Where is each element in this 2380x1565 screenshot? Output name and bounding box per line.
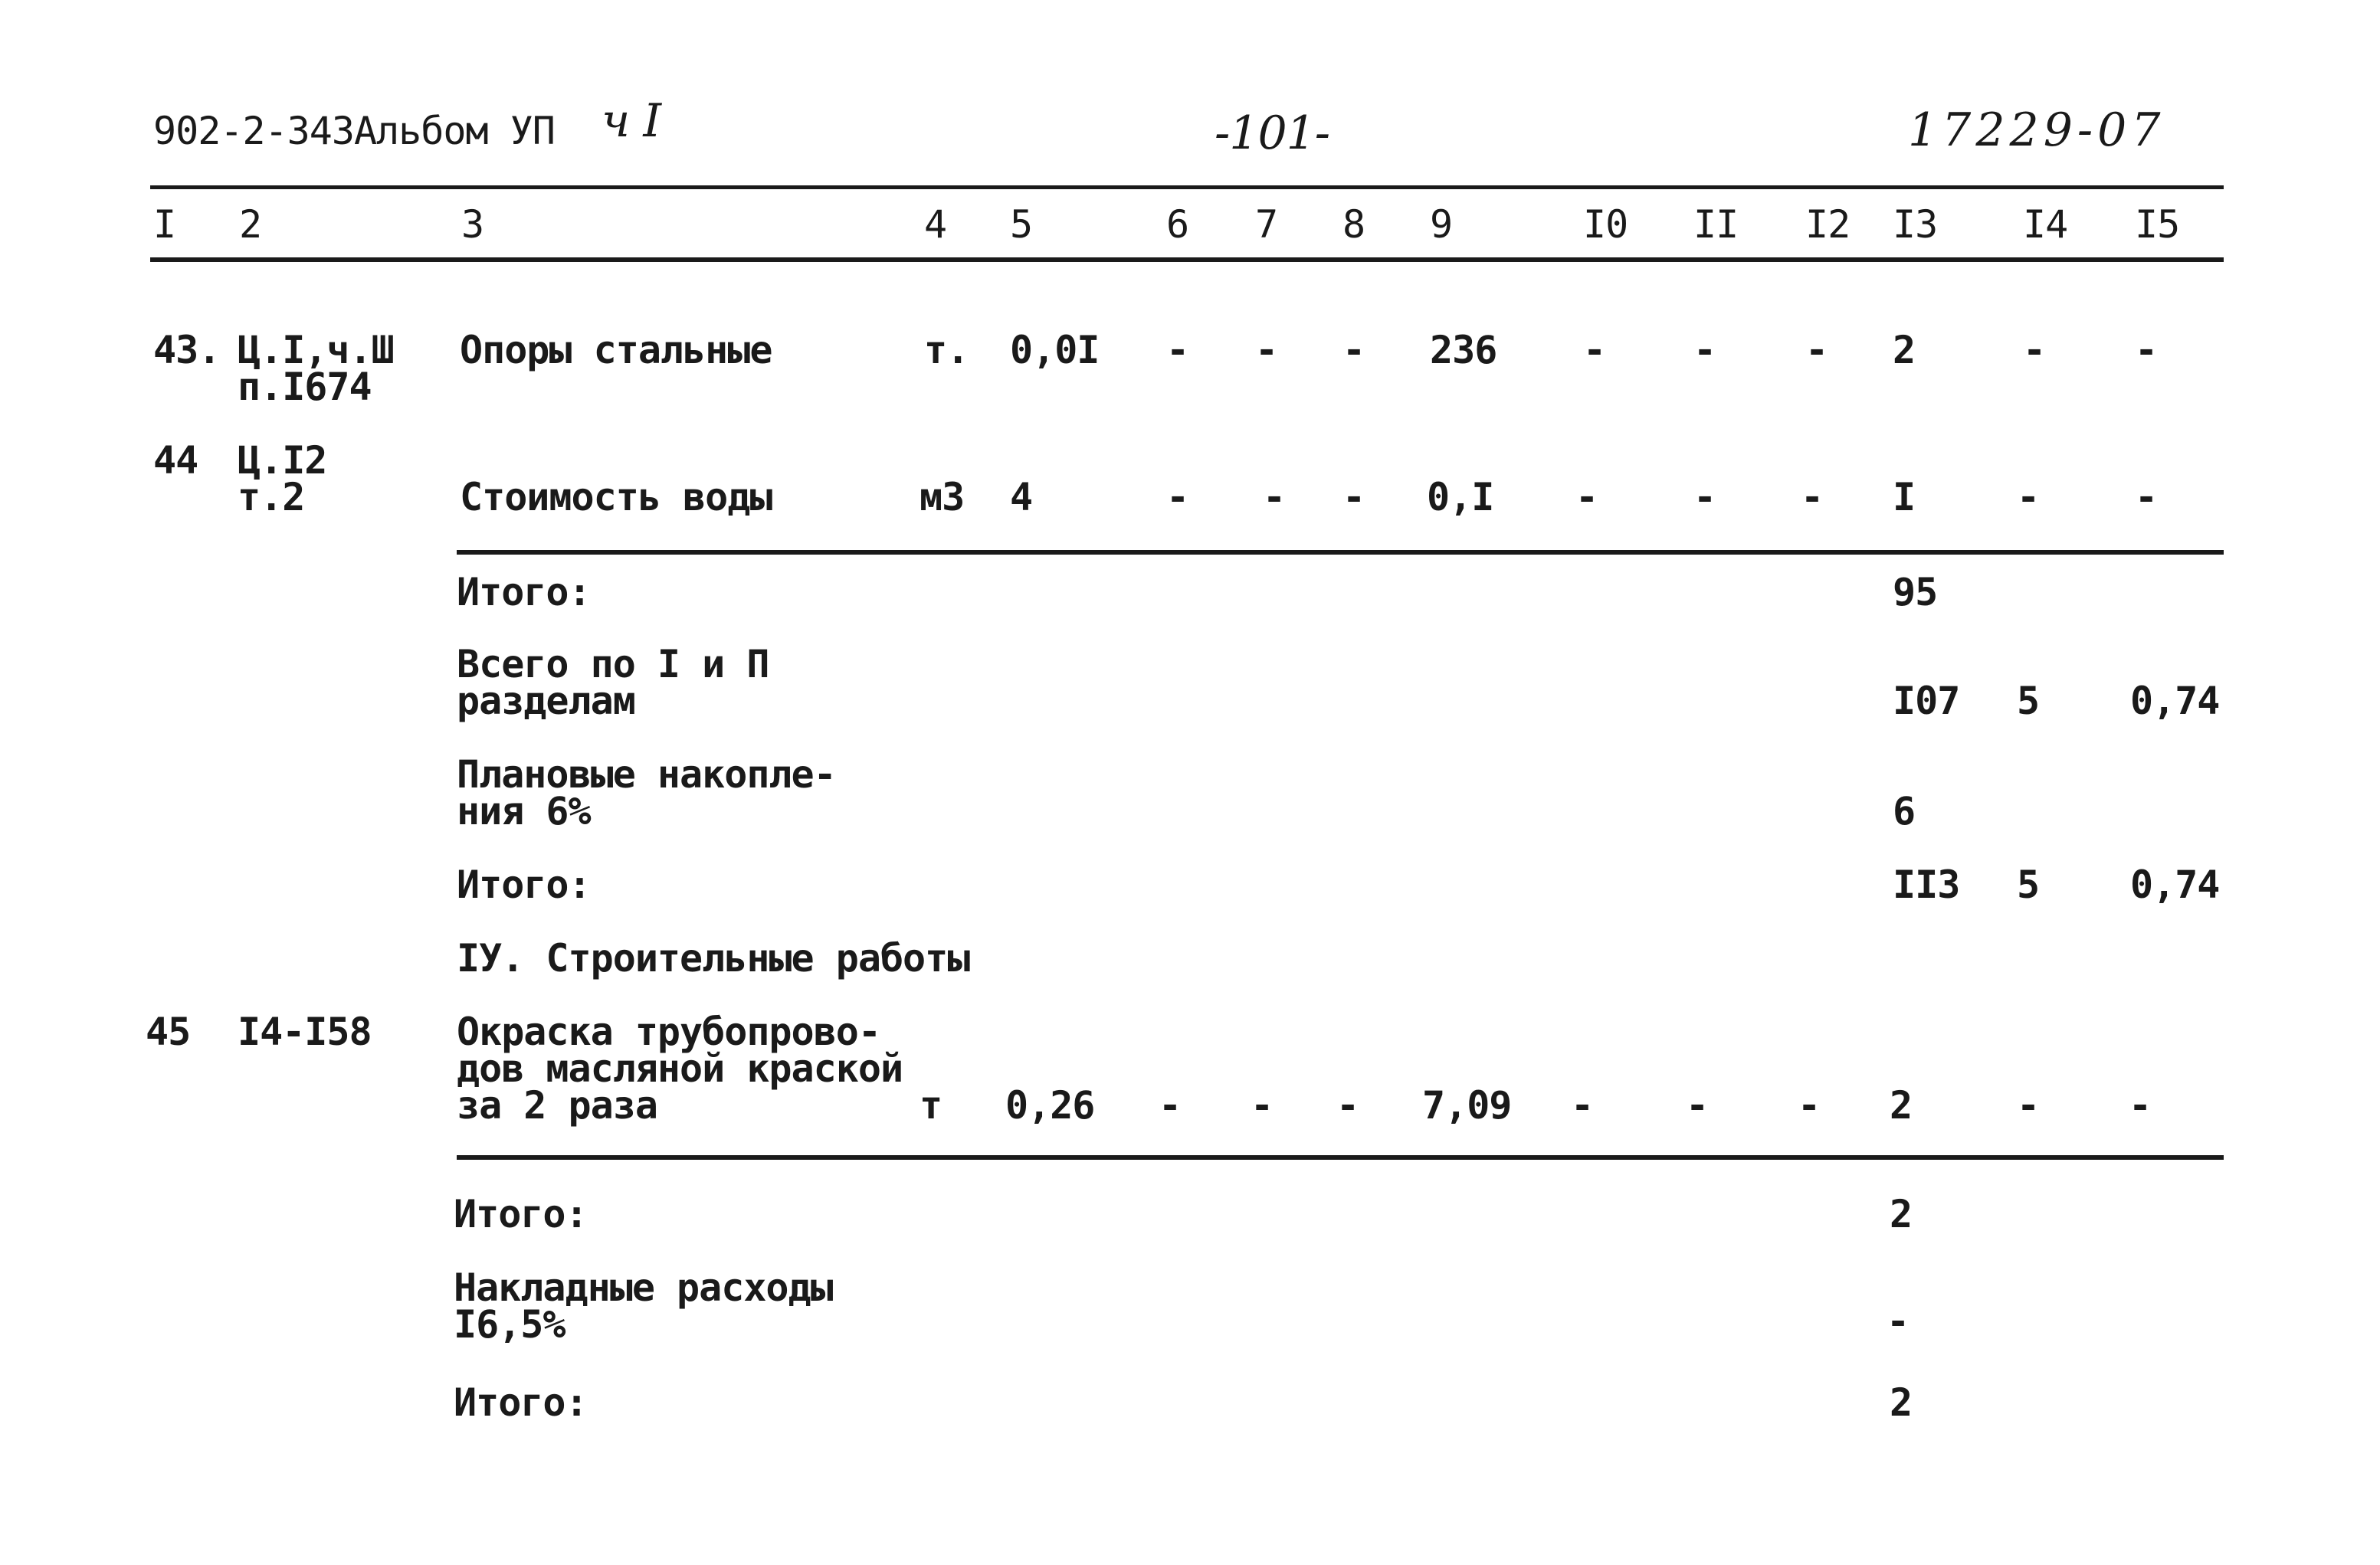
total-label: Итого: <box>457 863 591 907</box>
header-bottom-rule <box>150 257 2224 262</box>
item-name: Стоимость воды <box>460 475 772 519</box>
cell-c10: - <box>1583 328 1606 372</box>
overhead-label: Накладные расходы <box>454 1265 833 1310</box>
cell-c9: 0,I <box>1427 475 1494 519</box>
item-name: дов масляной краской <box>457 1046 903 1091</box>
cell-c15: - <box>2129 1083 2152 1128</box>
cell-c13: I <box>1893 475 1916 519</box>
cell-c12: - <box>1798 1083 1821 1128</box>
cell-c8: - <box>1342 475 1365 519</box>
column-header: II <box>1693 202 1739 247</box>
planned-savings-value: 6 <box>1893 789 1916 833</box>
cell-c5: 4 <box>1010 475 1033 519</box>
overhead-value: - <box>1887 1299 1910 1344</box>
cell-c13: 2 <box>1890 1083 1913 1128</box>
column-header: I <box>153 202 176 247</box>
column-header: 5 <box>1010 202 1033 247</box>
cell-c11: - <box>1693 475 1716 519</box>
cell-c7: - <box>1251 1083 1274 1128</box>
total-c13: II3 <box>1893 863 1960 907</box>
cell-c14: - <box>2017 1083 2040 1128</box>
column-header: I0 <box>1583 202 1628 247</box>
page-number: -101- <box>1215 106 1330 160</box>
norm-code: Ц.I2 <box>238 438 327 483</box>
cell-c14: - <box>2017 475 2040 519</box>
unit: м3 <box>920 475 965 519</box>
cell-c5: 0,26 <box>1005 1083 1095 1128</box>
item-name: Опоры стальные <box>460 328 772 372</box>
column-header: I4 <box>2023 202 2068 247</box>
column-header: 6 <box>1166 202 1189 247</box>
cell-c15: - <box>2135 475 2158 519</box>
column-header: 2 <box>239 202 262 247</box>
cell-c6: - <box>1159 1083 1182 1128</box>
item-name: Окраска трубопрово- <box>457 1010 880 1054</box>
row-number: 44 <box>153 438 198 483</box>
subtotal-rule <box>457 550 2224 555</box>
item-name: за 2 раза <box>457 1083 657 1128</box>
cell-c6: - <box>1166 328 1189 372</box>
row-number: 43. <box>153 328 221 372</box>
cell-c14: - <box>2023 328 2046 372</box>
grand-total-label: разделам <box>457 679 635 723</box>
unit: т <box>920 1083 942 1128</box>
document-number: 17229-07 <box>1908 103 2165 157</box>
column-header: I2 <box>1805 202 1851 247</box>
total-value: 95 <box>1893 570 1938 614</box>
cell-c10: - <box>1571 1083 1594 1128</box>
cell-c12: - <box>1801 475 1824 519</box>
norm-code: I4-I58 <box>238 1010 372 1054</box>
grand-total-c13: I07 <box>1893 679 1960 723</box>
column-header: 9 <box>1430 202 1453 247</box>
column-header: 3 <box>461 202 484 247</box>
total-value: 2 <box>1890 1380 1913 1425</box>
section-heading: IУ. Строительные работы <box>457 936 970 981</box>
column-header: 7 <box>1255 202 1278 247</box>
column-header: I5 <box>2135 202 2180 247</box>
doc-code: 902-2-343Альбом УП <box>153 109 555 153</box>
norm-code: т.2 <box>238 475 305 519</box>
cell-c9: 7,09 <box>1422 1083 1512 1128</box>
total-label: Итого: <box>454 1192 588 1236</box>
overhead-label: I6,5% <box>454 1302 565 1347</box>
row-number: 45 <box>146 1010 191 1054</box>
part-handwritten: ч I <box>602 94 661 148</box>
cell-c11: - <box>1686 1083 1709 1128</box>
column-header: 8 <box>1342 202 1365 247</box>
unit: т. <box>924 328 969 372</box>
cell-c13: 2 <box>1893 328 1916 372</box>
grand-total-c15: 0,74 <box>2130 679 2220 723</box>
cell-c6: - <box>1166 475 1189 519</box>
grand-total-label: Всего по I и П <box>457 642 769 686</box>
cell-c9: 236 <box>1430 328 1497 372</box>
cell-c12: - <box>1805 328 1828 372</box>
subtotal-rule <box>457 1155 2224 1160</box>
planned-savings-label: Плановые накопле- <box>457 752 836 797</box>
cell-c8: - <box>1336 1083 1359 1128</box>
column-header: 4 <box>924 202 947 247</box>
cell-c5: 0,0I <box>1010 328 1100 372</box>
cell-c10: - <box>1575 475 1598 519</box>
header-top-rule <box>150 185 2224 189</box>
planned-savings-label: ния 6% <box>457 789 591 833</box>
cell-c8: - <box>1342 328 1365 372</box>
total-value: 2 <box>1890 1192 1913 1236</box>
total-label: Итого: <box>454 1380 588 1425</box>
column-header: I3 <box>1893 202 1938 247</box>
total-c14: 5 <box>2017 863 2040 907</box>
cell-c7: - <box>1255 328 1278 372</box>
cell-c15: - <box>2135 328 2158 372</box>
cell-c11: - <box>1693 328 1716 372</box>
cell-c7: - <box>1263 475 1286 519</box>
grand-total-c14: 5 <box>2017 679 2040 723</box>
norm-code: Ц.I,ч.Ш <box>238 328 394 372</box>
total-label: Итого: <box>457 570 591 614</box>
norm-code: п.I674 <box>238 365 372 409</box>
total-c15: 0,74 <box>2130 863 2220 907</box>
